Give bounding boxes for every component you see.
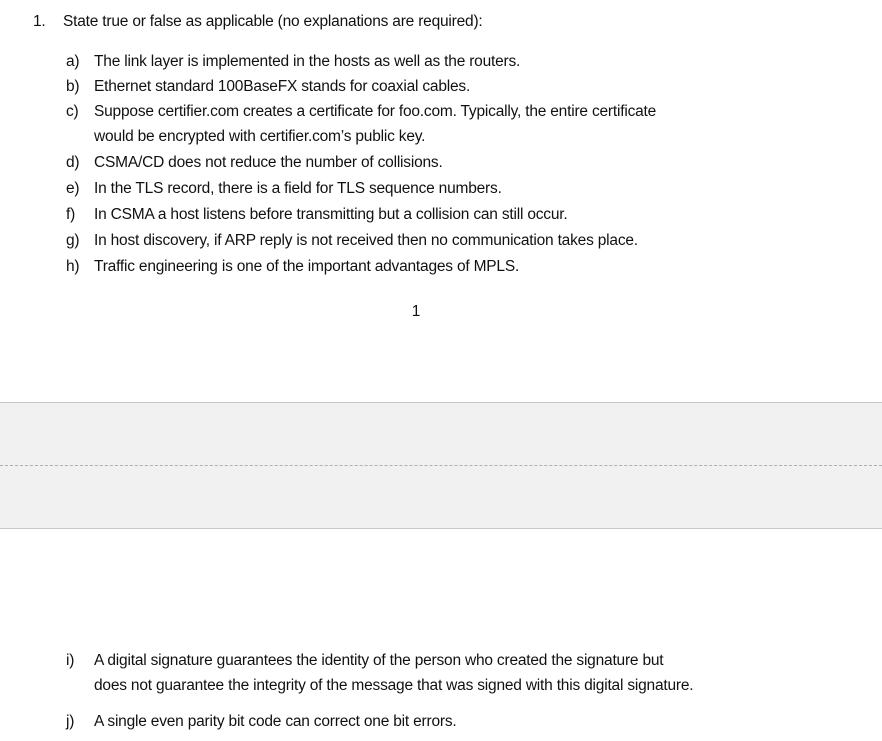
item-f-text: In CSMA a host listens before transmitting but a collision can still occur. [94, 206, 568, 223]
item-c-label: c) [66, 103, 79, 120]
item-b-text: Ethernet standard 100BaseFX stands for coaxial cables. [94, 78, 471, 95]
item-h-text: Traffic engineering is one of the important advantages of MPLS. [94, 258, 520, 275]
item-i-text-line1: A digital signature guarantees the identity of the person who created the signature but [94, 652, 664, 669]
item-a-label: a) [66, 53, 80, 70]
item-b-label: b) [66, 78, 80, 95]
page-number: 1 [411, 303, 421, 320]
question-prompt: State true or false as applicable (no explanations are required): [63, 13, 483, 30]
question-number: 1. [33, 13, 46, 30]
item-c-text-line2: would be encrypted with certifier.com’s public key. [94, 128, 426, 145]
item-j-text: A single even parity bit code can correct one bit errors. [94, 713, 457, 730]
item-e-label: e) [66, 180, 80, 197]
item-d-text: CSMA/CD does not reduce the number of collisions. [94, 154, 443, 171]
item-i-label: i) [66, 652, 75, 669]
item-g-label: g) [66, 232, 80, 249]
item-i-text-line2: does not guarantee the integrity of the message that was signed with this digital signature. [94, 677, 694, 694]
item-f-label: f) [66, 206, 76, 223]
item-c-text-line1: Suppose certifier.com creates a certificate for foo.com. Typically, the entire certificate [94, 103, 657, 120]
item-d-label: d) [66, 154, 80, 171]
item-j-label: j) [66, 713, 75, 730]
item-h-label: h) [66, 258, 80, 275]
item-a-text: The link layer is implemented in the hosts as well as the routers. [94, 53, 521, 70]
page-break-divider [0, 465, 882, 466]
item-e-text: In the TLS record, there is a field for TLS sequence numbers. [94, 180, 502, 197]
item-g-text: In host discovery, if ARP reply is not received then no communication takes place. [94, 232, 638, 249]
